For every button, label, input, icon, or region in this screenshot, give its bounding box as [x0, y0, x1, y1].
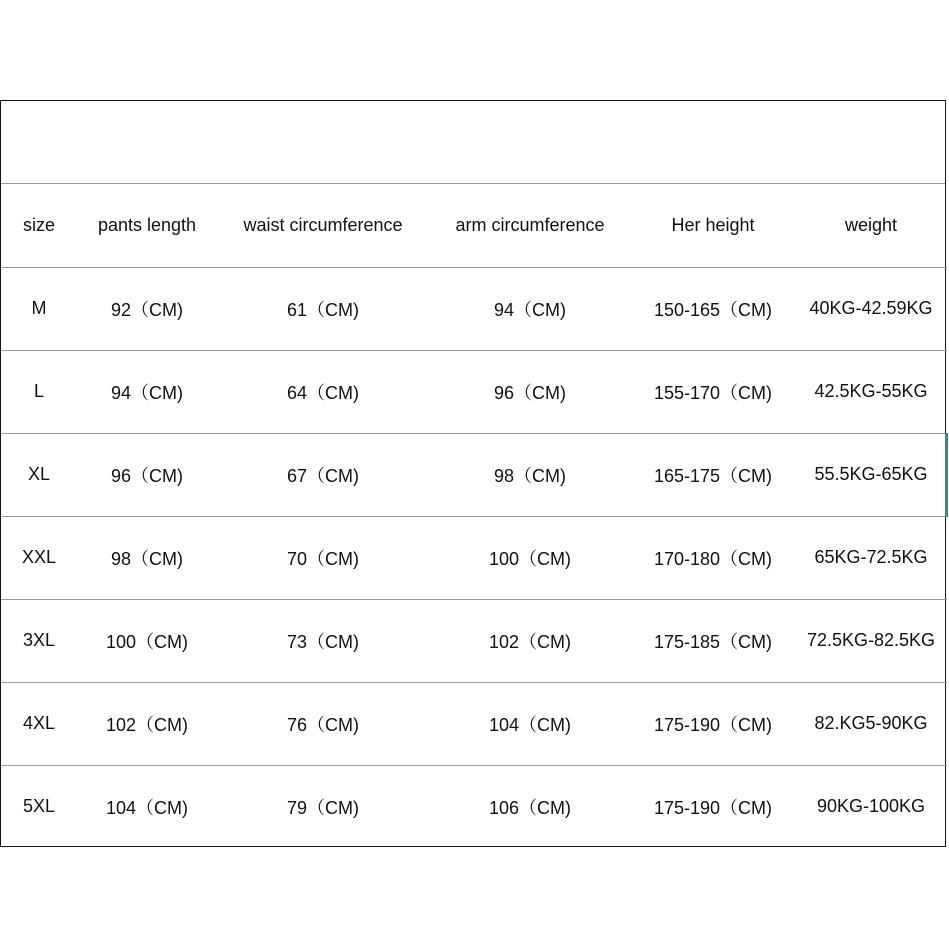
- cell-size: 4XL: [22, 713, 56, 733]
- size-table: [1, 184, 947, 848]
- cell-weight: 42.5KG-55KG: [814, 381, 928, 401]
- cell-her-height: 170-180（CM): [653, 548, 773, 569]
- header-her-height: Her height: [671, 214, 755, 235]
- cell-pants-length: 94（CM): [110, 382, 183, 403]
- cell-her-height: 175-190（CM): [653, 714, 773, 735]
- size-chart: [0, 100, 946, 847]
- cell-her-height: 165-175（CM): [653, 465, 773, 486]
- cell-pants-length: 98（CM): [110, 548, 183, 569]
- empty-title-row: [1, 101, 945, 184]
- cell-size: XXL: [21, 547, 57, 567]
- cell-her-height: 150-165（CM): [653, 299, 773, 320]
- table-row: [1, 682, 947, 765]
- cell-weight: 72.5KG-82.5KG: [806, 630, 936, 650]
- header-pants-length: pants length: [97, 214, 197, 235]
- cell-pants-length: 92（CM): [110, 299, 183, 320]
- cell-waist-circumference: 70（CM): [286, 548, 359, 569]
- table-row: [1, 350, 947, 433]
- table-row: [1, 516, 947, 599]
- table-row: [1, 433, 947, 516]
- header-size: size: [22, 214, 55, 235]
- cell-waist-circumference: 79（CM): [286, 797, 359, 818]
- cell-size: 3XL: [22, 630, 56, 650]
- cell-waist-circumference: 73（CM): [286, 631, 359, 652]
- cell-waist-circumference: 61（CM): [286, 299, 359, 320]
- cell-size: L: [33, 381, 44, 401]
- green-edge-marker: [945, 433, 948, 517]
- table-row: [1, 765, 947, 848]
- cell-size: XL: [27, 464, 51, 484]
- cell-her-height: 175-190（CM): [653, 797, 773, 818]
- header-arm-circumference: arm circumference: [455, 214, 605, 235]
- cell-size: M: [31, 298, 47, 318]
- cell-waist-circumference: 64（CM): [286, 382, 359, 403]
- cell-arm-circumference: 104（CM): [488, 714, 572, 735]
- cell-arm-circumference: 98（CM): [493, 465, 566, 486]
- table-row: [1, 267, 947, 350]
- header-weight: weight: [844, 214, 898, 235]
- cell-her-height: 155-170（CM): [653, 382, 773, 403]
- cell-weight: 55.5KG-65KG: [814, 464, 928, 484]
- cell-pants-length: 96（CM): [110, 465, 183, 486]
- cell-pants-length: 102（CM): [105, 714, 189, 735]
- header-waist-circumference: waist circumference: [243, 214, 403, 235]
- header-row: [1, 184, 947, 267]
- cell-her-height: 175-185（CM): [653, 631, 773, 652]
- cell-arm-circumference: 106（CM): [488, 797, 572, 818]
- cell-arm-circumference: 96（CM): [493, 382, 566, 403]
- cell-arm-circumference: 102（CM): [488, 631, 572, 652]
- table-row: [1, 599, 947, 682]
- cell-weight: 82.KG5-90KG: [814, 713, 928, 733]
- cell-arm-circumference: 94（CM): [493, 299, 566, 320]
- cell-pants-length: 104（CM): [105, 797, 189, 818]
- cell-weight: 65KG-72.5KG: [814, 547, 928, 567]
- cell-arm-circumference: 100（CM): [488, 548, 572, 569]
- cell-waist-circumference: 76（CM): [286, 714, 359, 735]
- cell-pants-length: 100（CM): [105, 631, 189, 652]
- cell-weight: 90KG-100KG: [816, 796, 926, 817]
- cell-weight: 40KG-42.59KG: [809, 298, 933, 318]
- cell-waist-circumference: 67（CM): [286, 465, 359, 486]
- cell-size: 5XL: [22, 796, 56, 817]
